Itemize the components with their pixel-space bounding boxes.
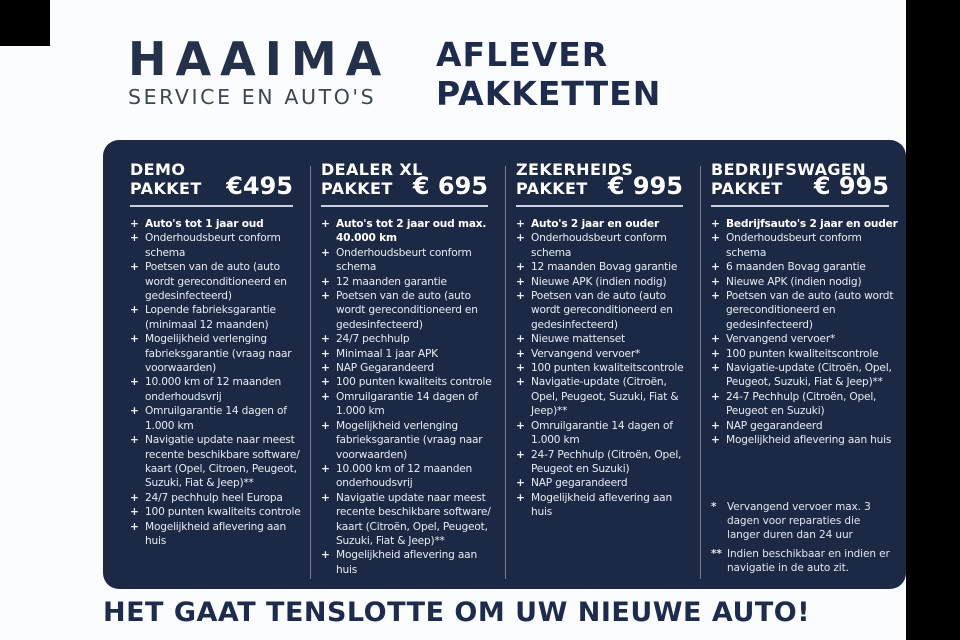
plus-bullet-icon: + [321, 275, 330, 288]
plus-bullet-icon: + [711, 419, 720, 432]
footnote-text: Indien beschikbaar en indien er navigatie in de auto zit. [727, 548, 890, 575]
column-divider [700, 166, 701, 579]
feature-item [516, 289, 695, 332]
footnote [711, 500, 893, 542]
plus-bullet-icon: + [516, 275, 525, 288]
feature-text: Poetsen van de auto (auto wordt gereconditioneerd en gedesinfecteerd) [145, 261, 287, 303]
feature-item [130, 303, 305, 332]
feature-item [321, 361, 500, 375]
feature-text: Navigatie update naar meest recente beschikbare software/ kaart (Citroën, Opel, Peugeot, Suzuki, Fiat & Jeep)** [336, 491, 491, 547]
feature-item [321, 548, 500, 577]
feature-text: Navigatie-update (Citroën, Opel, Peugeot, Suzuki, Fiat & Jeep)** [726, 362, 892, 389]
package-column [103, 140, 310, 589]
feature-text: Omruilgarantie 14 dagen of 1.000 km [145, 405, 287, 432]
plus-bullet-icon: + [321, 549, 330, 562]
feature-item [516, 347, 695, 361]
brand-logo [128, 32, 391, 109]
plus-bullet-icon: + [711, 290, 720, 303]
plus-bullet-icon: + [711, 347, 720, 360]
feature-text: Minimaal 1 jaar APK [336, 347, 438, 360]
feature-text: 10.000 km of 12 maanden onderhoudsvrij [336, 462, 473, 490]
feature-text: Auto's tot 1 jaar oud [145, 218, 264, 230]
feature-item [130, 491, 305, 505]
feature-item [711, 275, 901, 289]
plus-bullet-icon: + [711, 333, 720, 346]
plus-bullet-icon: + [130, 261, 139, 274]
plus-bullet-icon: + [130, 218, 139, 230]
plus-bullet-icon: + [130, 506, 139, 519]
feature-item [516, 419, 695, 448]
plus-bullet-icon: + [711, 362, 720, 375]
package-name-line: DEMO [130, 160, 186, 179]
package-column [310, 140, 505, 589]
feature-item [130, 433, 305, 491]
feature-text: Poetsen van de auto (auto wordt gereconditioneerd en gedesinfecteerd) [336, 290, 478, 331]
feature-item [516, 260, 695, 274]
feature-item [711, 390, 901, 419]
feature-list [130, 217, 305, 548]
column-divider [310, 166, 311, 579]
package-name-line: ZEKERHEIDS [516, 160, 634, 179]
plus-bullet-icon: + [516, 477, 525, 490]
package-name-line: DEALER XL [321, 160, 423, 179]
feature-item [516, 491, 695, 520]
feature-text: 100 punten kwaliteitscontrole [726, 347, 879, 360]
feature-item [130, 217, 305, 231]
plus-bullet-icon: + [516, 448, 525, 461]
page-title [436, 36, 661, 113]
feature-item [516, 448, 695, 477]
feature-item [711, 260, 901, 274]
feature-list [516, 217, 695, 520]
package-name-line: PAKKET [130, 179, 202, 198]
feature-item [321, 390, 500, 419]
feature-text: 24/7 pechhulp [336, 333, 410, 346]
feature-text: Mogelijkheid aflevering aan huis [726, 434, 892, 447]
plus-bullet-icon: + [321, 362, 330, 375]
feature-text: Auto's 2 jaar en ouder [531, 218, 660, 230]
plus-bullet-icon: + [130, 520, 139, 533]
feature-item [516, 231, 695, 260]
feature-item [321, 375, 500, 389]
feature-item [711, 289, 901, 332]
plus-bullet-icon: + [321, 246, 330, 259]
package-price: € 995 [813, 172, 889, 200]
footnote-text: Vervangend vervoer max. 3 dagen voor reparaties die langer duren dan 24 uur [727, 501, 871, 542]
feature-text: Nieuwe APK (indien nodig) [726, 275, 862, 288]
heading-rule [711, 205, 889, 207]
feature-text: NAP gegarandeerd [531, 477, 628, 490]
plus-bullet-icon: + [516, 376, 525, 389]
plus-bullet-icon: + [321, 333, 330, 346]
feature-text: NAP Gegarandeerd [336, 362, 434, 375]
feature-text: Lopende fabrieksgarantie (minimaal 12 maanden) [145, 304, 276, 331]
feature-item [130, 231, 305, 260]
plus-bullet-icon: + [130, 333, 139, 346]
feature-text: NAP gegarandeerd [726, 419, 823, 432]
feature-text: Onderhoudsbeurt conform schema [726, 232, 862, 259]
feature-item [711, 231, 901, 260]
brand-tagline: SERVICE EN AUTO'S [128, 85, 377, 109]
feature-text: Poetsen van de auto (auto wordt gereconditioneerd en gedesinfecteerd) [531, 290, 673, 331]
package-header [516, 160, 695, 198]
feature-text: Navigatie-update (Citroën, Opel, Peugeot, Suzuki, Fiat & Jeep)** [531, 376, 679, 418]
plus-bullet-icon: + [130, 304, 139, 317]
package-price: € 995 [607, 172, 683, 200]
plus-bullet-icon: + [711, 390, 720, 403]
plus-bullet-icon: + [516, 333, 525, 346]
package-header [130, 160, 305, 198]
plus-bullet-icon: + [321, 419, 330, 432]
feature-text: Vervangend vervoer* [726, 333, 836, 346]
feature-item [130, 520, 305, 549]
package-column [505, 140, 700, 589]
feature-item [321, 332, 500, 346]
package-name-line: BEDRIJFSWAGEN [711, 160, 867, 179]
footer-tagline: HET GAAT TENSLOTTE OM UW NIEUWE AUTO! [103, 597, 811, 628]
feature-item [516, 217, 695, 231]
package-name-line: PAKKET [321, 179, 393, 198]
feature-item [711, 332, 901, 346]
feature-text: 100 punten kwaliteits controle [145, 506, 301, 519]
plus-bullet-icon: + [516, 232, 525, 245]
feature-item [516, 375, 695, 418]
feature-item [321, 347, 500, 361]
heading-rule [516, 205, 683, 207]
feature-text: Omruilgarantie 14 dagen of 1.000 km [531, 419, 673, 447]
feature-item [321, 217, 500, 246]
feature-text: Nieuwe APK (indien nodig) [531, 275, 667, 288]
feature-item [321, 491, 500, 549]
feature-item [130, 375, 305, 404]
plus-bullet-icon: + [516, 362, 525, 375]
feature-text: 100 punten kwaliteitscontrole [531, 362, 684, 375]
brand-name: HAAIMA [128, 32, 391, 86]
feature-text: Mogelijkheid verlenging fabrieksgarantie (vraag naar voorwaarden) [336, 419, 483, 461]
feature-item [321, 275, 500, 289]
feature-item [711, 361, 901, 390]
plus-bullet-icon: + [321, 218, 330, 230]
feature-text: Nieuwe mattenset [531, 333, 625, 346]
package-column [700, 140, 906, 589]
footnote [711, 547, 893, 575]
feature-item [711, 217, 901, 231]
feature-item [130, 404, 305, 433]
plus-bullet-icon: + [321, 376, 330, 389]
plus-bullet-icon: + [711, 218, 720, 230]
feature-item [516, 476, 695, 490]
plus-bullet-icon: + [711, 232, 720, 245]
feature-item [130, 260, 305, 303]
feature-text: Onderhoudsbeurt conform schema [336, 246, 472, 274]
feature-text: 10.000 km of 12 maanden onderhoudsvrij [145, 376, 282, 403]
feature-item [516, 275, 695, 289]
packages-panel [103, 140, 906, 589]
feature-text: Onderhoudsbeurt conform schema [145, 232, 281, 259]
feature-item [130, 505, 305, 519]
feature-text: 12 maanden Bovag garantie [531, 261, 678, 274]
package-header [711, 160, 901, 198]
feature-text: Poetsen van de auto (auto wordt gereconditioneerd en gedesinfecteerd) [726, 290, 894, 331]
package-price: € 695 [412, 172, 488, 200]
page-title-line1: AFLEVER [436, 35, 609, 74]
feature-text: Vervangend vervoer* [531, 347, 641, 360]
feature-item [130, 332, 305, 375]
package-name-line: PAKKET [711, 179, 783, 198]
feature-text: 24-7 Pechhulp (Citroën, Opel, Peugeot en Suzuki) [726, 390, 877, 418]
feature-item [711, 419, 901, 433]
feature-text: Bedrijfsauto's 2 jaar en ouder [726, 218, 898, 230]
feature-text: Mogelijkheid aflevering aan huis [336, 549, 477, 576]
plus-bullet-icon: + [321, 491, 330, 504]
feature-text: Mogelijkheid aflevering aan huis [531, 491, 672, 519]
feature-text: Mogelijkheid aflevering aan huis [145, 520, 286, 547]
feature-item [321, 462, 500, 491]
plus-bullet-icon: + [321, 462, 330, 475]
footnotes [711, 495, 901, 577]
feature-text: 12 maanden garantie [336, 275, 447, 288]
feature-text: Omruilgarantie 14 dagen of 1.000 km [336, 390, 478, 418]
footnote-marker: ** [711, 548, 722, 561]
package-price: €495 [226, 172, 293, 200]
feature-item [516, 361, 695, 375]
plus-bullet-icon: + [516, 218, 525, 230]
column-divider [505, 166, 506, 579]
plus-bullet-icon: + [130, 376, 139, 389]
footnote-marker: * [711, 501, 717, 514]
plus-bullet-icon: + [516, 261, 525, 274]
page-title-line2: PAKKETTEN [436, 73, 662, 113]
plus-bullet-icon: + [711, 261, 720, 274]
plus-bullet-icon: + [516, 290, 525, 303]
feature-item [516, 332, 695, 346]
feature-item [711, 433, 901, 447]
feature-text: 100 punten kwaliteits controle [336, 376, 492, 389]
plus-bullet-icon: + [130, 405, 139, 418]
heading-rule [130, 205, 293, 207]
package-name-line: PAKKET [516, 179, 588, 198]
top-left-black-patch [0, 0, 50, 46]
feature-text: 24/7 pechhulp heel Europa [145, 491, 283, 504]
feature-list [711, 217, 901, 448]
package-header [321, 160, 500, 198]
feature-item [321, 246, 500, 275]
feature-text: Onderhoudsbeurt conform schema [531, 232, 667, 259]
feature-text: Navigatie update naar meest recente beschikbare software/ kaart (Opel, Citroen, Peugeot, Suzuki, Fiat & Jeep)** [145, 434, 300, 490]
right-black-bar [906, 0, 960, 640]
feature-text: 24-7 Pechhulp (Citroën, Opel, Peugeot en Suzuki) [531, 448, 682, 475]
feature-text: 6 maanden Bovag garantie [726, 261, 866, 274]
feature-text: Auto's tot 2 jaar oud max. 40.000 km [336, 218, 487, 245]
plus-bullet-icon: + [130, 491, 139, 504]
plus-bullet-icon: + [711, 275, 720, 288]
plus-bullet-icon: + [321, 390, 330, 403]
plus-bullet-icon: + [130, 232, 139, 245]
plus-bullet-icon: + [321, 347, 330, 360]
plus-bullet-icon: + [516, 347, 525, 360]
plus-bullet-icon: + [516, 491, 525, 504]
feature-list [321, 217, 500, 577]
plus-bullet-icon: + [130, 434, 139, 447]
packages-columns [103, 140, 906, 589]
feature-item [321, 419, 500, 462]
feature-item [321, 289, 500, 332]
feature-item [711, 347, 901, 361]
plus-bullet-icon: + [321, 290, 330, 303]
plus-bullet-icon: + [516, 419, 525, 432]
plus-bullet-icon: + [711, 434, 720, 447]
heading-rule [321, 205, 488, 207]
feature-text: Mogelijkheid verlenging fabrieksgarantie (vraag naar voorwaarden) [145, 333, 292, 375]
